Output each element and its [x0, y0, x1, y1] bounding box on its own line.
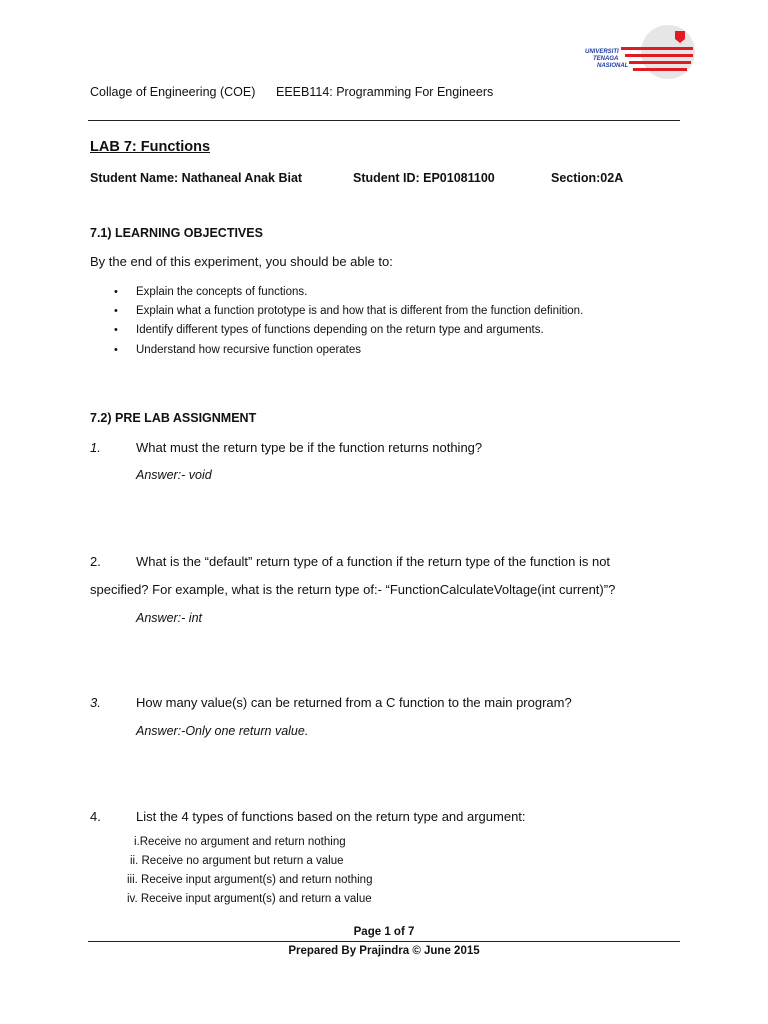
question-text: What is the “default” return type of a function if the return type of the function is not: [136, 554, 611, 569]
page-number: Page 1 of 7: [353, 926, 415, 938]
objectives-heading: 7.1) LEARNING OBJECTIVES: [90, 226, 263, 240]
bullet-icon: •: [114, 305, 118, 317]
lab-title: LAB 7: Functions: [90, 139, 211, 155]
objectives-intro: By the end of this experiment, you should be able to:: [90, 254, 393, 269]
objective-text: Understand how recursive function operates: [136, 344, 362, 356]
objective-text: Identify different types of functions depending on the return type and arguments.: [136, 324, 544, 336]
university-logo: [585, 25, 695, 81]
question-number: 2.: [90, 554, 101, 569]
objective-text: Explain what a function prototype is and how that is different from the function definition.: [136, 305, 584, 317]
course-name: EEEB114: Programming For Engineers: [276, 85, 494, 99]
logo-text-line: UNIVERSITI: [585, 49, 619, 55]
student-name: Student Name: Nathaneal Anak Biat: [90, 171, 303, 185]
footer-divider: [88, 941, 680, 942]
question-text: How many value(s) can be returned from a C function to the main program?: [136, 695, 572, 710]
header-divider: [88, 120, 680, 121]
list-item: iii. Receive input argument(s) and return nothing: [127, 874, 373, 886]
student-section: Section:02A: [551, 171, 624, 185]
bullet-icon: •: [114, 324, 118, 336]
answer-text: Answer:- void: [136, 468, 212, 482]
bullet-icon: •: [114, 286, 118, 298]
answer-text: Answer:-Only one return value.: [136, 724, 309, 738]
student-id: Student ID: EP01081100: [353, 171, 495, 185]
question-text: What must the return type be if the function returns nothing?: [136, 440, 483, 455]
logo-text-line: TENAGA: [593, 56, 619, 62]
question-number: 3.: [90, 695, 101, 710]
list-item: i.Receive no argument and return nothing: [134, 836, 346, 848]
list-item: ii. Receive no argument but return a value: [130, 855, 344, 867]
question-number: 1.: [90, 440, 101, 455]
answer-text: Answer:- int: [136, 611, 202, 625]
list-item: iv. Receive input argument(s) and return a value: [127, 893, 372, 905]
question-text: List the 4 types of functions based on the return type and argument:: [136, 809, 526, 824]
objective-text: Explain the concepts of functions.: [136, 286, 308, 298]
logo-text-line: NASIONAL: [597, 63, 629, 69]
question-text-continued: specified? For example, what is the return type of:- “FunctionCalculateVoltage(int current)”?: [90, 582, 616, 597]
question-number: 4.: [90, 809, 101, 824]
prepared-by: Prepared By Prajindra © June 2015: [288, 945, 480, 957]
prelab-heading: 7.2) PRE LAB ASSIGNMENT: [90, 411, 257, 425]
college-name: Collage of Engineering (COE): [90, 85, 256, 99]
bullet-icon: •: [114, 344, 118, 356]
